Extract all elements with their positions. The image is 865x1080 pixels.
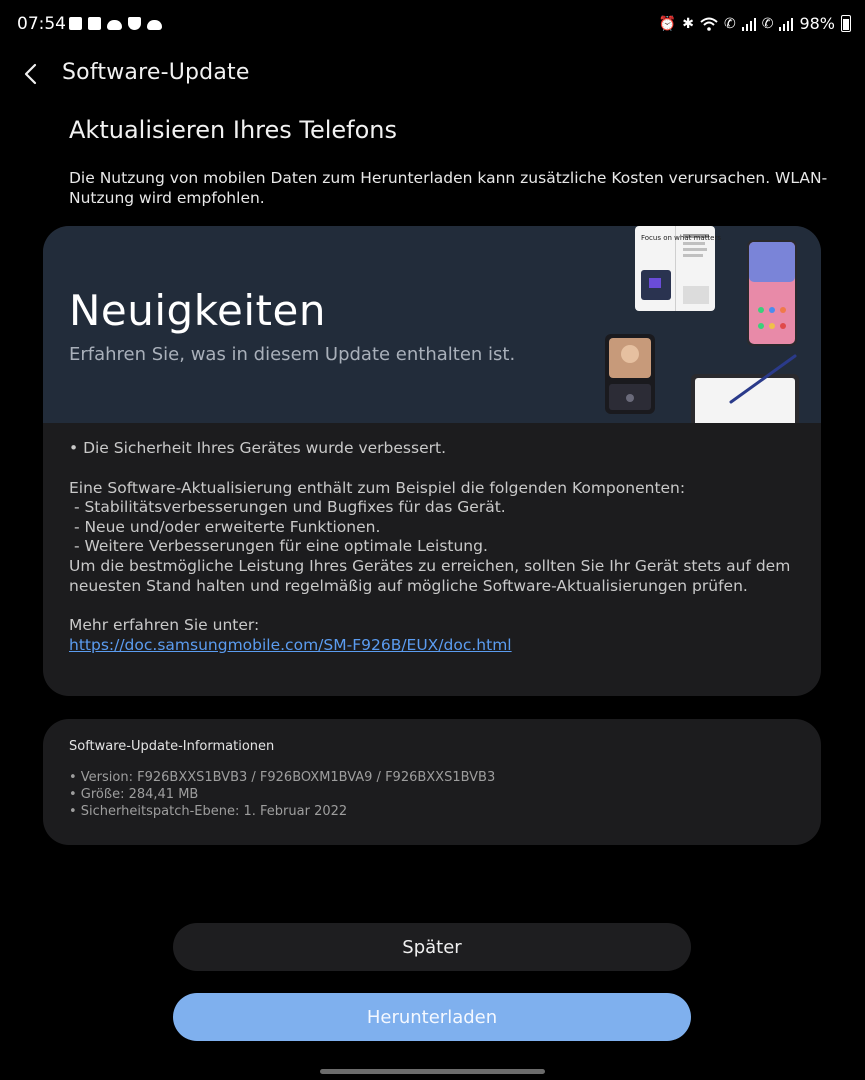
flip-phone-image	[605, 334, 655, 414]
signal-icon	[779, 17, 793, 31]
security-bullet: • Die Sicherheit Ihres Gerätes wurde verbessert.	[69, 439, 446, 457]
wifi-icon	[700, 17, 718, 31]
whats-new-banner	[43, 226, 821, 423]
tablet-image	[691, 356, 799, 423]
release-notes	[69, 439, 799, 655]
home-indicator[interactable]	[320, 1069, 545, 1074]
update-info-card	[43, 719, 821, 845]
system-icons	[659, 14, 851, 33]
promo-text: Focus on what matters	[641, 234, 722, 242]
foldable-phone-image	[635, 226, 721, 311]
whats-new-card	[43, 226, 821, 696]
download-button[interactable]: Herunterladen	[173, 993, 691, 1041]
status-bar	[0, 0, 865, 52]
more-info-label: Mehr erfahren Sie unter:	[69, 616, 260, 635]
chevron-left-icon	[14, 56, 50, 92]
wifi-call-icon: ✆	[761, 15, 774, 32]
data-usage-notice: Die Nutzung von mobilen Daten zum Herunterladen kann zusätzliche Kosten verursachen. WLAN-Nutzung wird empfohlen.	[69, 169, 828, 207]
signal-icon	[742, 17, 756, 31]
check-box-icon	[69, 17, 82, 30]
spacer	[69, 596, 799, 616]
alarm-icon: ⏰	[658, 15, 677, 32]
notification-icons	[69, 17, 162, 30]
documentation-link[interactable]: https://doc.samsungmobile.com/SM-F926B/EUX/doc.html	[69, 635, 512, 654]
wifi-call-icon: ✆	[723, 15, 736, 32]
cloud-icon	[147, 20, 162, 30]
battery-icon	[841, 15, 851, 32]
cloud-sync-icon	[107, 20, 122, 30]
later-button[interactable]: Später	[173, 923, 691, 971]
release-notes-body: Eine Software-Aktualisierung enthält zum Beispiel die folgenden Komponenten: - Stabilitätsverbesserungen und Bugfixes für das Gerät. - Neue und/oder erweiterte Funktionen. - Weitere Verbesserungen für eine optimale Leistung. Um die bestmögliche Leistung Ihres Gerätes zu erreichen, sollten Sie Ihr Gerät stets auf dem neuesten Stand halten und regelmäßig auf mögliche Software-Aktualisierungen prüfen.	[69, 478, 791, 595]
update-info-title: Software-Update-Informationen	[69, 739, 275, 754]
shield-icon	[128, 17, 141, 30]
status-time: 07:54	[17, 14, 66, 34]
size-info: • Größe: 284,41 MB	[69, 787, 199, 802]
update-info-list	[69, 769, 495, 820]
security-patch-info: • Sicherheitspatch-Ebene: 1. Februar 2022	[69, 804, 348, 819]
bluetooth-icon: ✱	[682, 15, 694, 32]
back-button[interactable]	[14, 56, 50, 92]
smartphone-image	[747, 240, 797, 346]
whats-new-subtitle: Erfahren Sie, was in diesem Update enthalten ist.	[69, 344, 516, 365]
version-info: • Version: F926BXXS1BVB3 / F926BOXM1BVA9 / F926BXXS1BVB3	[69, 770, 496, 785]
app-title: Software-Update	[62, 60, 250, 85]
linkedin-icon	[88, 17, 101, 30]
spacer	[69, 459, 799, 479]
page-heading: Aktualisieren Ihres Telefons	[69, 116, 398, 144]
battery-percent: 98%	[799, 14, 835, 33]
whats-new-title: Neuigkeiten	[69, 286, 326, 335]
